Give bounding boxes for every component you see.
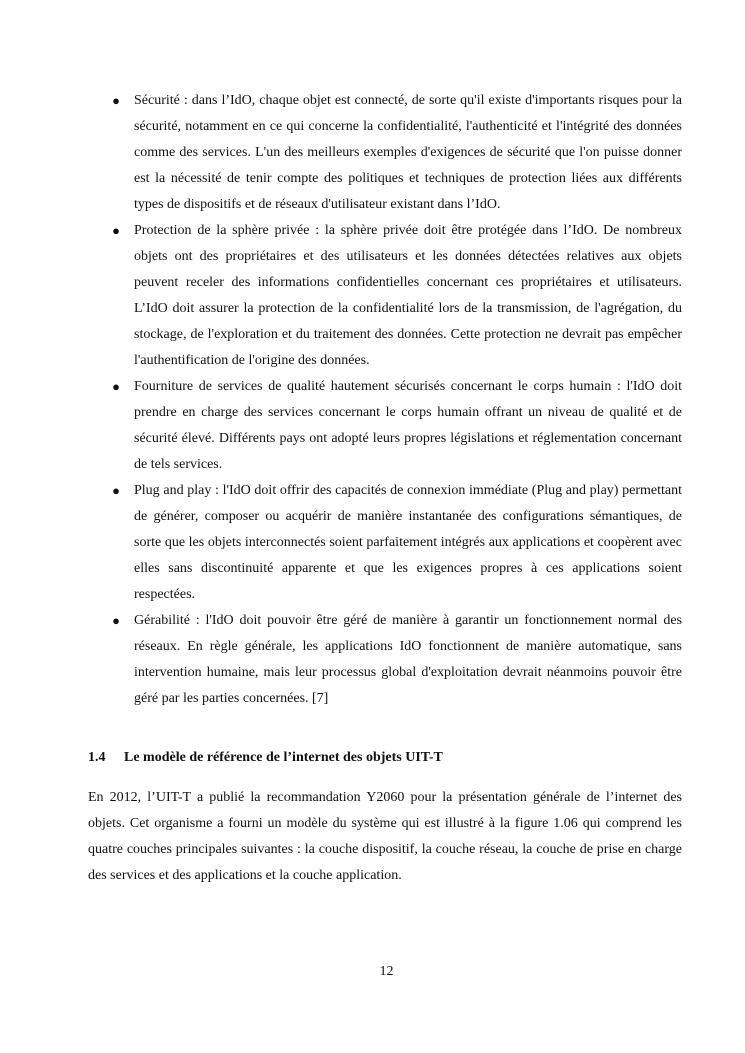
section-number: 1.4: [88, 750, 106, 765]
body-paragraph: En 2012, l’UIT-T a publié la recommandation Y2060 pour la présentation générale de l’internet des objets. Cet organisme a fourni un modèle du système qui est illustré à la figure 1.06 qui comprend les quatre couches principales suivantes : la couche dispositif, la couche réseau, la couche de prise en charge des services et des applications et la couche application.: [88, 790, 682, 883]
bullet-item-protection-sphere-privee: [88, 218, 682, 374]
bullet-dot-icon: ●: [112, 483, 120, 498]
section-heading: [88, 745, 682, 771]
requirements-bullet-list: [88, 88, 682, 712]
bullet-text: Sécurité : dans l’IdO, chaque objet est connecté, de sorte qu'il existe d'importants risques pour la sécurité, notamment en ce qui concerne la confidentialité, l'authenticité et l'intégrité des données comme des services. L'un des meilleurs exemples d'exigences de sécurité que l'on puisse donner est la nécessité de tenir compte des politiques et techniques de protection liées aux différents types de dispositifs et de réseaux d'utilisateur existant dans l’IdO.: [134, 93, 682, 212]
bullet-text: Plug and play : l'IdO doit offrir des capacités de connexion immédiate (Plug and play) permettant de générer, composer ou acquérir de manière instantanée des configurations sémantiques, de sorte que les objets interconnectés soient parfaitement intégrés aux applications et coopèrent avec elles sans discontinuité apparente et que les exigences propres à ces applications soient respectées.: [134, 483, 682, 602]
bullet-text: Protection de la sphère privée : la sphère privée doit être protégée dans l’IdO. De nombreux objets ont des propriétaires et des utilisateurs et les données détectées relatives aux objets peuvent receler des informations confidentielles concernant ces propriétaires et utilisateurs. L’IdO doit assurer la protection de la confidentialité lors de la transmission, de l'agrégation, du stockage, de l'exploration et du traitement des données. Cette protection ne devrait pas empêcher l'authentification de l'origine des données.: [134, 223, 682, 368]
bullet-text: Fourniture de services de qualité hautement sécurisés concernant le corps humain : l'IdO doit prendre en charge des services concernant le corps humain offrant un niveau de qualité et de sécurité élevé. Différents pays ont adopté leurs propres législations et réglementation concernant de tels services.: [134, 379, 682, 472]
page-number: 12: [379, 964, 394, 979]
bullet-item-gerabilite: [88, 608, 682, 712]
section-title: Le modèle de référence de l’internet des objets UIT-T: [124, 750, 443, 765]
bullet-item-plug-and-play: [88, 478, 682, 608]
bullet-dot-icon: ●: [112, 93, 120, 108]
bullet-item-fourniture-services: [88, 374, 682, 478]
bullet-item-securite: [88, 88, 682, 218]
bullet-dot-icon: ●: [112, 613, 120, 628]
bullet-dot-icon: ●: [112, 223, 120, 238]
bullet-text: Gérabilité : l'IdO doit pouvoir être géré de manière à garantir un fonctionnement normal des réseaux. En règle générale, les applications IdO fonctionnent de manière automatique, sans intervention humaine, mais leur processus global d'exploitation devrait néanmoins pouvoir être géré par les parties concernées. [7]: [134, 613, 682, 706]
bullet-dot-icon: ●: [112, 379, 120, 394]
